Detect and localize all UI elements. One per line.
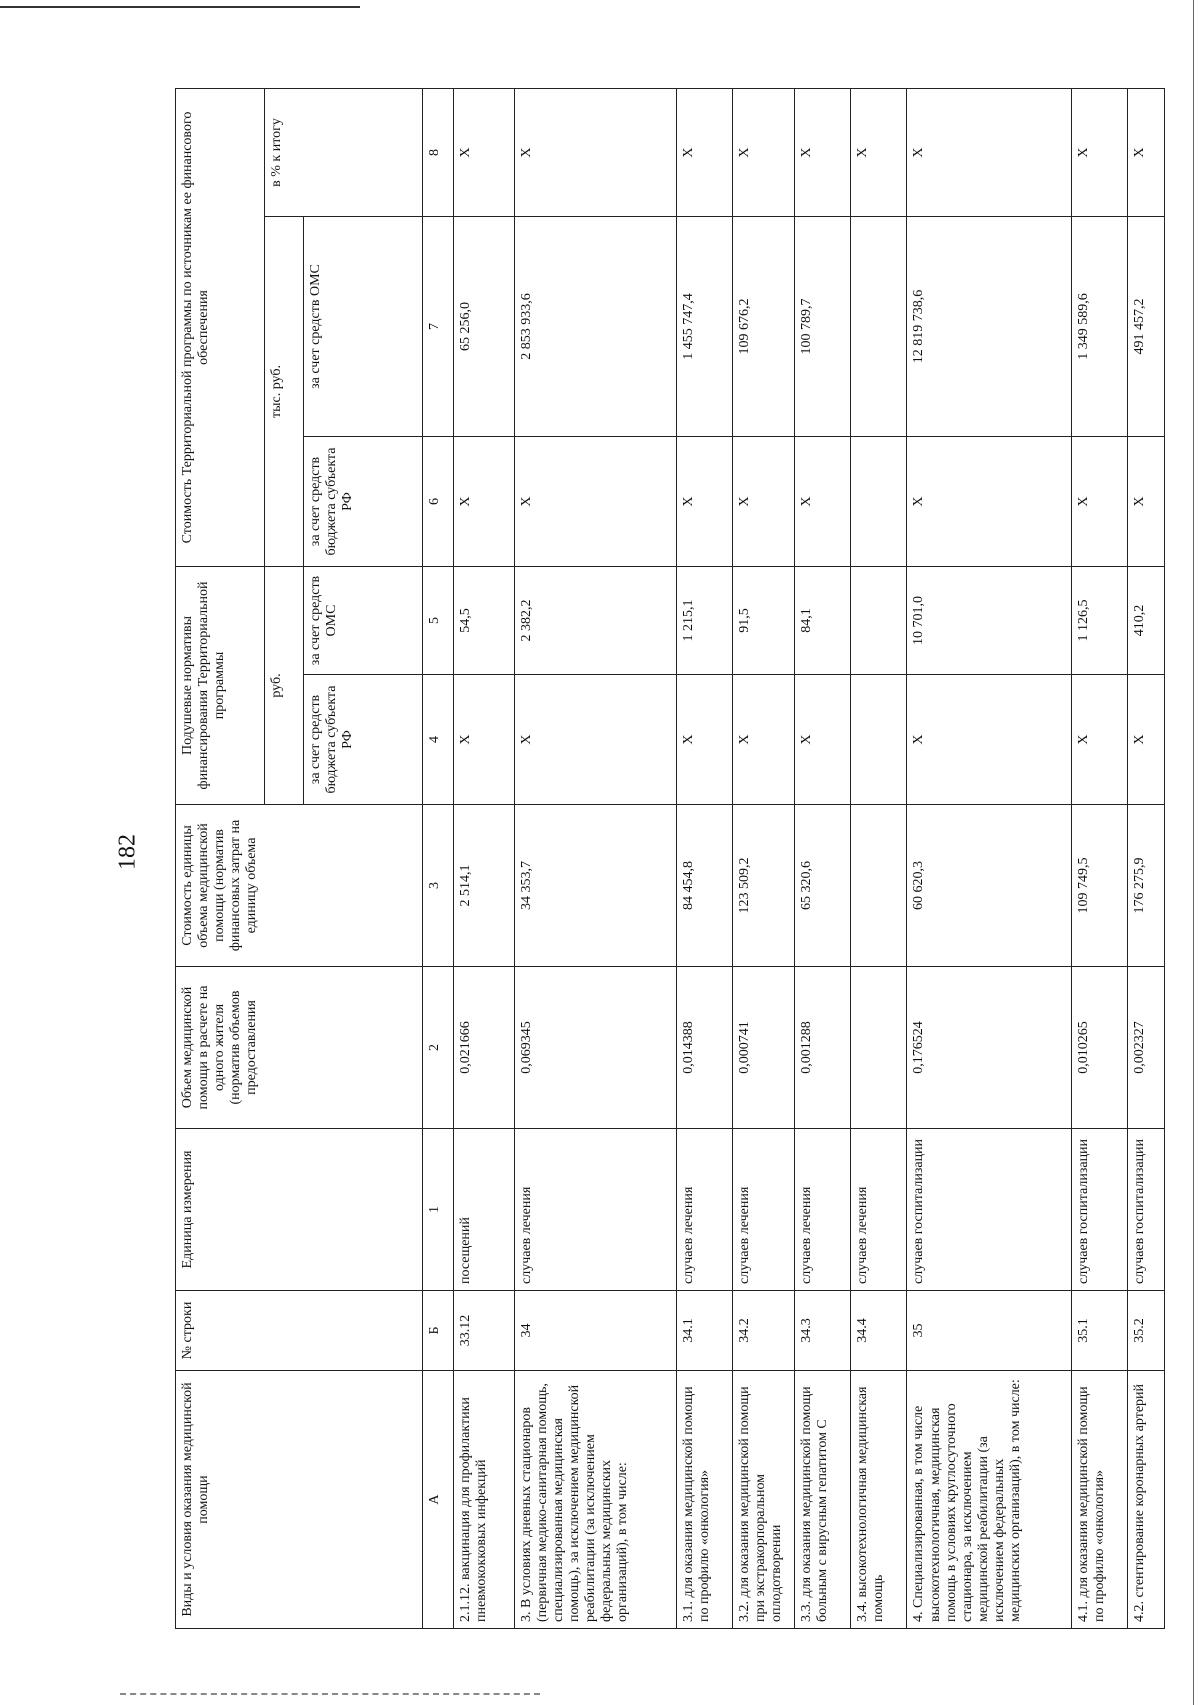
table-row (514, 88, 676, 1628)
col-index: А (423, 1371, 454, 1629)
col-index: 5 (423, 567, 454, 675)
cell-volume: 0,001288 (795, 967, 851, 1129)
cell-volume: 0,002327 (1128, 967, 1165, 1129)
table-wrapper (175, 89, 1165, 1629)
header-cost-oms: за счет средств ОМС (304, 217, 423, 437)
cell-volume: 0,014388 (676, 967, 732, 1129)
table-row (733, 88, 795, 1628)
cell-volume: 0,000741 (733, 967, 795, 1129)
cell-unit-cost: 65 320,6 (795, 805, 851, 967)
col-index: 2 (423, 967, 454, 1129)
cell-unit-cost: 123 509,2 (733, 805, 795, 967)
cell-cost-oms: 109 676,2 (733, 217, 795, 437)
page-bottom-edge (120, 1693, 540, 1695)
cell-row-no: 35 (907, 1291, 1071, 1371)
cell-cost-budget: X (733, 437, 795, 567)
cell-pc-budget: X (676, 675, 732, 805)
header-type: Виды и условия оказания медицинской помощи (176, 1371, 423, 1629)
table-row (676, 88, 732, 1628)
cell-cost-oms: 12 819 738,6 (907, 217, 1071, 437)
cell-pc-oms (851, 567, 907, 675)
financing-table (175, 88, 1165, 1629)
header-cost-budget: за счет средств бюджета субъекта РФ (304, 437, 423, 567)
cell-pc-oms: 1 215,1 (676, 567, 732, 675)
cell-row-no: 35.2 (1128, 1291, 1165, 1371)
cell-pc-oms: 10 701,0 (907, 567, 1071, 675)
cell-unit: случаев лечения (514, 1129, 676, 1291)
cell-type: 4. Специализированная, в том числе высокотехнологичная, медицинская помощь в условиях круглосуточного стационара, за исключением медицинской реабилитации (за исключением федеральных медицинских организаций), в том числе: (907, 1371, 1071, 1629)
cell-unit: случаев лечения (676, 1129, 732, 1291)
table-row (851, 88, 907, 1628)
table-row (454, 88, 515, 1628)
cell-pct: X (851, 88, 907, 216)
cell-pc-budget: X (514, 675, 676, 805)
cell-volume (851, 967, 907, 1129)
cell-cost-budget: X (1071, 437, 1127, 567)
cell-cost-oms: 491 457,2 (1128, 217, 1165, 437)
cell-cost-budget: X (454, 437, 515, 567)
col-index: 6 (423, 437, 454, 567)
header-cost: Стоимость Территориальной программы по источникам ее финансового обеспечения (176, 88, 265, 566)
cell-pc-budget: X (454, 675, 515, 805)
header-unit: Единица измерения (176, 1129, 423, 1291)
cell-volume: 0,069345 (514, 967, 676, 1129)
page-top-edge (0, 0, 360, 8)
cell-pct: X (514, 88, 676, 216)
header-unit-cost: Стоимость единицы объема медицинской помощи (норматив финансовых затрат на единицу объема (176, 805, 423, 967)
cell-pc-oms: 2 382,2 (514, 567, 676, 675)
cell-cost-oms: 1 349 589,6 (1071, 217, 1127, 437)
cell-cost-budget: X (676, 437, 732, 567)
cell-pc-budget: X (907, 675, 1071, 805)
table-row (907, 88, 1071, 1628)
cell-unit: случаев госпитализации (907, 1129, 1071, 1291)
rotated-table-container (175, 89, 1165, 1629)
cell-pc-oms: 91,5 (733, 567, 795, 675)
cell-row-no: 34 (514, 1291, 676, 1371)
header-pct: в % к итогу (265, 88, 423, 216)
cell-unit-cost (851, 805, 907, 967)
cell-volume: 0,010265 (1071, 967, 1127, 1129)
cell-row-no: 34.4 (851, 1291, 907, 1371)
cell-type: 2.1.12. вакцинация для профилактики пневмококковых инфекций (454, 1371, 515, 1629)
cell-row-no: 33.12 (454, 1291, 515, 1371)
cell-volume: 0,021666 (454, 967, 515, 1129)
cell-unit-cost: 60 620,3 (907, 805, 1071, 967)
cell-pc-oms: 1 126,5 (1071, 567, 1127, 675)
cell-pc-budget: X (733, 675, 795, 805)
page-right-edge (1193, 0, 1194, 1705)
col-index: 4 (423, 675, 454, 805)
cell-cost-oms (851, 217, 907, 437)
cell-unit: случаев лечения (795, 1129, 851, 1291)
header-row-no: № строки (176, 1291, 423, 1371)
cell-unit-cost: 2 514,1 (454, 805, 515, 967)
cell-pct: X (907, 88, 1071, 216)
cell-type: 3. В условиях дневных стационаров (первичная медико-санитарная помощь, специализированная медицинская помощь), за исключением медицинской реабилитации (за исключением федеральных медицинских организаций), в том числе: (514, 1371, 676, 1629)
cell-pc-budget: X (795, 675, 851, 805)
cell-pct: X (1128, 88, 1165, 216)
cell-cost-oms: 2 853 933,6 (514, 217, 676, 437)
page-number: 182 (114, 834, 141, 870)
header-rub: руб. (265, 567, 304, 805)
header-volume: Объем медицинской помощи в расчете на одного жителя (норматив объемов предоставления (176, 967, 423, 1129)
cell-type: 3.2. для оказания медицинской помощи при экстракорпоральном оплодотворении (733, 1371, 795, 1629)
cell-unit-cost: 176 275,9 (1128, 805, 1165, 967)
cell-pct: X (1071, 88, 1127, 216)
cell-cost-budget: X (795, 437, 851, 567)
cell-unit-cost: 109 749,5 (1071, 805, 1127, 967)
cell-type: 3.3. для оказания медицинской помощи больным с вирусным гепатитом С (795, 1371, 851, 1629)
cell-row-no: 34.1 (676, 1291, 732, 1371)
column-index-row (423, 88, 454, 1628)
header-per-capita: Подушевые нормативы финансирования Территориальной программы (176, 567, 265, 805)
header-pc-oms: за счет средств ОМС (304, 567, 423, 675)
cell-cost-budget: X (907, 437, 1071, 567)
cell-pc-oms: 410,2 (1128, 567, 1165, 675)
cell-row-no: 34.3 (795, 1291, 851, 1371)
cell-pc-budget: X (1071, 675, 1127, 805)
table-row (1128, 88, 1165, 1628)
col-index: 8 (423, 88, 454, 216)
cell-pct: X (454, 88, 515, 216)
cell-type: 4.2. стентирование коронарных артерий (1128, 1371, 1165, 1629)
cell-unit-cost: 34 353,7 (514, 805, 676, 967)
cell-pct: X (795, 88, 851, 216)
col-index: 7 (423, 217, 454, 437)
header-thous-rub: тыс. руб. (265, 217, 304, 567)
cell-pc-oms: 54,5 (454, 567, 515, 675)
cell-unit-cost: 84 454,8 (676, 805, 732, 967)
cell-unit: случаев госпитализации (1128, 1129, 1165, 1291)
col-index: 1 (423, 1129, 454, 1291)
cell-pc-budget (851, 675, 907, 805)
cell-cost-budget: X (1128, 437, 1165, 567)
table-row (1071, 88, 1127, 1628)
cell-unit: посещений (454, 1129, 515, 1291)
cell-unit: случаев лечения (851, 1129, 907, 1291)
cell-pc-budget: X (1128, 675, 1165, 805)
cell-row-no: 35.1 (1071, 1291, 1127, 1371)
table-body (454, 88, 1165, 1628)
cell-unit: случаев госпитализации (1071, 1129, 1127, 1291)
cell-cost-oms: 1 455 747,4 (676, 217, 732, 437)
cell-cost-oms: 100 789,7 (795, 217, 851, 437)
cell-pct: X (733, 88, 795, 216)
cell-cost-budget (851, 437, 907, 567)
cell-type: 4.1. для оказания медицинской помощи по профилю «онкология» (1071, 1371, 1127, 1629)
table-row (795, 88, 851, 1628)
cell-pct: X (676, 88, 732, 216)
cell-unit: случаев лечения (733, 1129, 795, 1291)
cell-cost-budget: X (514, 437, 676, 567)
cell-type: 3.1. для оказания медицинской помощи по профилю «онкология» (676, 1371, 732, 1629)
cell-type: 3.4. высокотехнологичная медицинская помощь (851, 1371, 907, 1629)
col-index: Б (423, 1291, 454, 1371)
cell-cost-oms: 65 256,0 (454, 217, 515, 437)
col-index: 3 (423, 805, 454, 967)
header-pc-budget: за счет средств бюджета субъекта РФ (304, 675, 423, 805)
cell-pc-oms: 84,1 (795, 567, 851, 675)
cell-row-no: 34.2 (733, 1291, 795, 1371)
cell-volume: 0,176524 (907, 967, 1071, 1129)
